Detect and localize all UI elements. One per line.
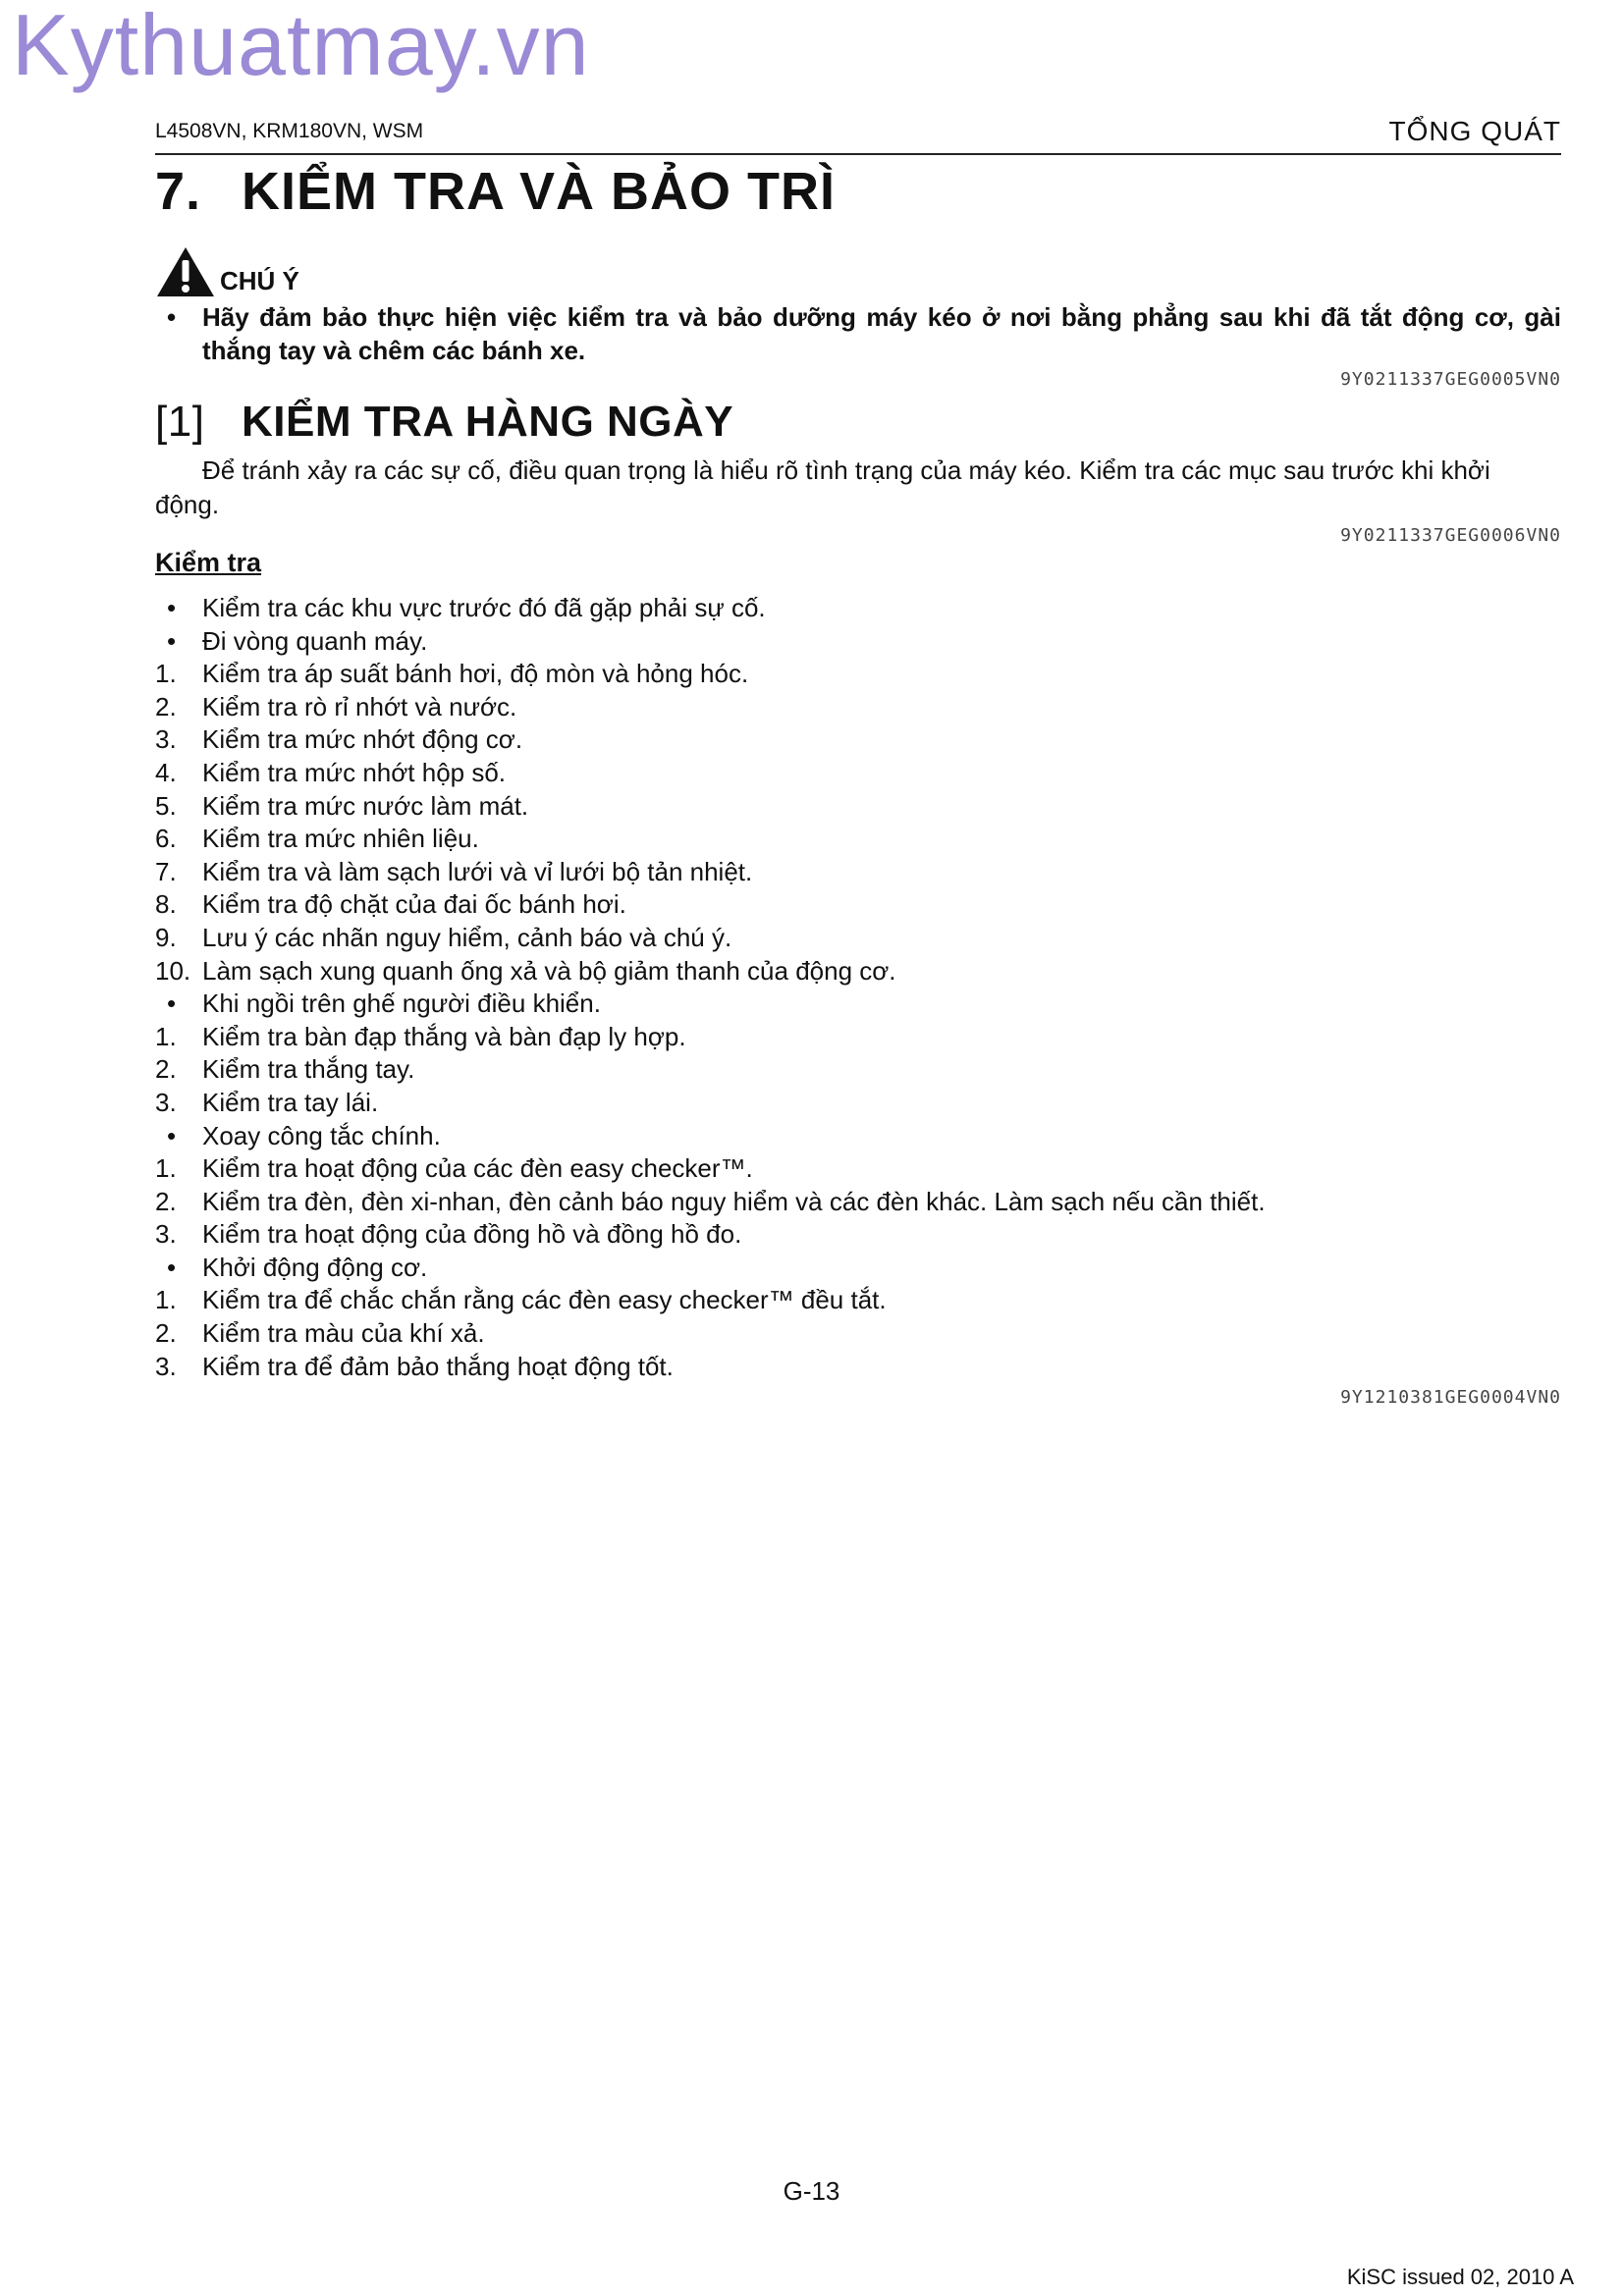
list-item-text: Kiểm tra bàn đạp thắng và bàn đạp ly hợp.: [202, 1021, 686, 1051]
chapter-title: [155, 161, 836, 222]
list-item: [155, 790, 1561, 824]
caution-header: [155, 245, 1561, 298]
list-item-marker: •: [167, 593, 177, 622]
list-item: [155, 1351, 1561, 1384]
list-item-marker: 4.: [155, 757, 177, 787]
list-item-text: Kiểm tra thắng tay.: [202, 1054, 415, 1085]
list-item-text: Kiểm tra màu của khí xả.: [202, 1318, 485, 1349]
list-item-marker: 9.: [155, 922, 177, 952]
list-item: [155, 955, 1561, 988]
section-number: [1]: [155, 398, 205, 446]
list-item-marker: 2.: [155, 1318, 177, 1349]
inspection-subheading: Kiểm tra: [155, 548, 262, 577]
list-item-marker: 8.: [155, 889, 177, 920]
chapter-title-text: KIỂM TRA VÀ BẢO TRÌ: [242, 162, 836, 221]
header-section-name: TỔNG QUÁT: [1388, 116, 1561, 146]
list-item-text: Kiểm tra rò rỉ nhớt và nước.: [202, 691, 517, 721]
intro-doc-code: 9Y0211337GEG0006VN0: [1340, 525, 1561, 546]
list-item: [155, 922, 1561, 955]
list-item-marker: 3.: [155, 1087, 177, 1117]
list-item-marker: 2.: [155, 1054, 177, 1085]
footer-issue: KiSC issued 02, 2010 A: [1346, 2265, 1574, 2289]
list-item-marker: •: [167, 988, 177, 1019]
list-item-text: Kiểm tra đèn, đèn xi-nhan, đèn cảnh báo nguy hiểm và các đèn khác. Làm sạch nếu cần thiết.: [202, 1186, 1266, 1216]
list-item-marker: 5.: [155, 790, 177, 821]
list-item-marker: 3.: [155, 1219, 177, 1250]
section-title-text: KIỂM TRA HÀNG NGÀY: [242, 398, 734, 446]
list-item: [155, 1284, 1561, 1317]
list-item: [155, 592, 1561, 625]
list-item-marker: 7.: [155, 856, 177, 886]
caution-block: [155, 245, 1561, 367]
list-item-text: Kiểm tra hoạt động của đồng hồ và đồng hồ đo.: [202, 1219, 742, 1250]
list-item-text: Kiểm tra mức nhớt động cơ.: [202, 724, 523, 755]
list-item-text: Kiểm tra để chắc chắn rằng các đèn easy checker™ đều tắt.: [202, 1285, 887, 1315]
list-item: [155, 1120, 1561, 1153]
list-item-text: Kiểm tra các khu vực trước đó đã gặp phải sự cố.: [202, 593, 766, 622]
page-header: [155, 114, 1561, 155]
list-item: [155, 658, 1561, 691]
list-item: [155, 1218, 1561, 1252]
list-item-text: Kiểm tra tay lái.: [202, 1087, 379, 1117]
warning-triangle-icon: [155, 245, 216, 298]
list-item-text: Kiểm tra mức nhiên liệu.: [202, 824, 479, 854]
inspection-list: [155, 592, 1561, 1383]
list-item-marker: 1.: [155, 659, 177, 689]
list-item: [155, 1053, 1561, 1087]
caution-doc-code: 9Y0211337GEG0005VN0: [1340, 369, 1561, 390]
list-item: [155, 1152, 1561, 1186]
caution-label: CHÚ Ý: [220, 266, 299, 295]
list-item-text: Làm sạch xung quanh ống xả và bộ giảm thanh của động cơ.: [202, 955, 896, 986]
list-item-text: Kiểm tra để đảm bảo thắng hoạt động tốt.: [202, 1351, 674, 1381]
list-item-marker: 1.: [155, 1285, 177, 1315]
list-item-marker: 1.: [155, 1153, 177, 1184]
list-item: [155, 1252, 1561, 1285]
list-item-marker: 10.: [155, 955, 191, 986]
list-item: [155, 625, 1561, 659]
list-item-marker: •: [167, 625, 177, 656]
list-item-text: Đi vòng quanh máy.: [202, 625, 428, 656]
list-item-marker: 3.: [155, 1351, 177, 1381]
list-item-text: Xoay công tắc chính.: [202, 1120, 441, 1150]
list-doc-code: 9Y1210381GEG0004VN0: [1340, 1387, 1561, 1408]
list-item-text: Kiểm tra độ chặt của đai ốc bánh hơi.: [202, 889, 626, 920]
list-item-text: Kiểm tra hoạt động của các đèn easy checker™.: [202, 1153, 753, 1184]
list-item: [155, 723, 1561, 757]
list-item-text: Khi ngồi trên ghế người điều khiển.: [202, 988, 601, 1019]
list-item-text: Kiểm tra áp suất bánh hơi, độ mòn và hỏng hóc.: [202, 659, 749, 689]
list-item-marker: •: [167, 1252, 177, 1282]
list-item: [155, 1186, 1561, 1219]
list-item-marker: 6.: [155, 824, 177, 854]
list-item-marker: 3.: [155, 724, 177, 755]
caution-text: • Hãy đảm bảo thực hiện việc kiểm tra và bảo dưỡng máy kéo ở nơi bằng phẳng sau khi đã tắt động cơ, gài thắng tay và chêm các bánh xe.: [155, 300, 1561, 367]
list-item: [155, 856, 1561, 889]
list-item: [155, 988, 1561, 1021]
list-item: [155, 888, 1561, 922]
list-item: [155, 1317, 1561, 1351]
list-item-marker: 1.: [155, 1021, 177, 1051]
list-item-text: Kiểm tra và làm sạch lưới và vỉ lưới bộ tản nhiệt.: [202, 856, 753, 886]
list-item: [155, 691, 1561, 724]
list-item-marker: 2.: [155, 1186, 177, 1216]
list-item-text: Kiểm tra mức nhớt hộp số.: [202, 757, 507, 787]
section-title: [155, 398, 733, 447]
page-number: G-13: [783, 2176, 840, 2206]
list-item-marker: 2.: [155, 691, 177, 721]
watermark: Kythuatmay.vn: [12, 0, 590, 93]
list-item-marker: •: [167, 1120, 177, 1150]
list-item-text: Khởi động động cơ.: [202, 1252, 428, 1282]
header-model-list: L4508VN, KRM180VN, WSM: [155, 120, 424, 142]
chapter-number: 7.: [155, 162, 202, 221]
list-item: [155, 757, 1561, 790]
section-intro: Để tránh xảy ra các sự cố, điều quan trọng là hiểu rõ tình trạng của máy kéo. Kiểm tra các mục sau trước khi khởi động.: [155, 455, 1490, 519]
list-item: [155, 823, 1561, 856]
list-item: [155, 1087, 1561, 1120]
list-item: [155, 1021, 1561, 1054]
list-item-text: Kiểm tra mức nước làm mát.: [202, 790, 529, 821]
list-item-text: Lưu ý các nhãn nguy hiểm, cảnh báo và chú ý.: [202, 922, 732, 952]
